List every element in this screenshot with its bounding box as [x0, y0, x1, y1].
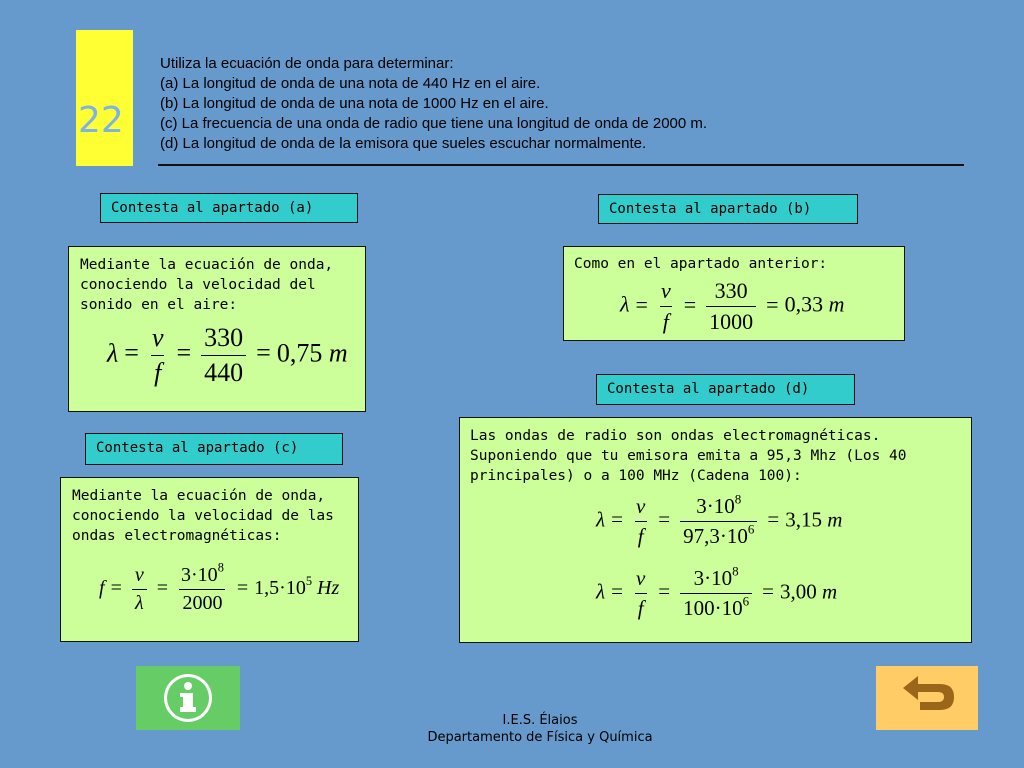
answer-a-formula: λ = $\frac{v}{f}$ = $\frac{330}{440}$ = 0,75 m: [107, 323, 348, 387]
question-c: (c) La frecuencia de una onda de radio que tiene una longitud de onda de 2000 m.: [160, 115, 708, 132]
return-arrow-icon: [876, 666, 978, 730]
answer-b-formula: λ = $\frac{v}{f}$ = $\frac{330}{1000}$ = 0,33 m: [620, 278, 845, 334]
label-part-a[interactable]: Contesta al apartado (a): [100, 193, 358, 223]
answer-b-box: [563, 246, 905, 341]
school-name: I.E.S. Élaios: [502, 713, 578, 728]
answer-c-formula: f = $\frac{v}{\lambda}$ = $\frac{3\cdot 10^8}{2000}$ = $1,5\cdot 10^5$ Hz: [99, 560, 340, 614]
answer-d-formula-1: λ = $\frac{v}{f}$ = $\frac{3\cdot 10^8}{97,3\cdot 10^6}$ = 3,15 m: [596, 491, 843, 548]
answer-c-box: [60, 477, 359, 642]
formula-lhs: λ: [107, 338, 119, 368]
question-a: (a) La longitud de onda de una nota de 440 Hz en el aire.: [160, 75, 541, 92]
header-divider: [158, 164, 964, 166]
label-part-c[interactable]: Contesta al apartado (c): [85, 433, 343, 465]
info-icon: [136, 666, 240, 730]
slide-number-tab: [76, 30, 133, 166]
answer-c-text: Mediante la ecuación de onda, conociendo la velocidad de las ondas electromagnéticas:: [72, 488, 334, 544]
label-part-d[interactable]: Contesta al apartado (d): [596, 374, 855, 405]
answer-d-text: Las ondas de radio son ondas electromagnéticas. Suponiendo que tu emisora emita a 95,3 Mhz (Los 40 principales) o a 100 MHz (Cadena 100):: [470, 428, 907, 484]
answer-d-formula-2: λ = $\frac{v}{f}$ = $\frac{3\cdot 10^8}{100\cdot 10^6}$ = 3,00 m: [596, 563, 838, 620]
answer-a-text: Mediante la ecuación de onda, conociendo la velocidad del sonido en el aire:: [80, 257, 334, 313]
answer-b-text: Como en el apartado anterior:: [574, 256, 828, 272]
answer-d-box: [459, 417, 972, 643]
label-part-b[interactable]: Contesta al apartado (b): [598, 194, 858, 224]
info-button[interactable]: [136, 666, 240, 730]
formula-result: 0,75: [276, 338, 323, 368]
question-intro: Utiliza la ecuación de onda para determinar:: [160, 55, 454, 72]
slide-number: 22: [78, 100, 124, 141]
footer: [360, 712, 720, 746]
question-b: (b) La longitud de onda de una nota de 1000 Hz en el aire.: [160, 95, 549, 112]
return-button[interactable]: [876, 666, 978, 730]
answer-a-box: [68, 246, 366, 412]
question-text: [160, 54, 960, 154]
question-d: (d) La longitud de onda de la emisora que sueles escuchar normalmente.: [160, 135, 647, 152]
department-name: Departamento de Física y Química: [427, 730, 653, 745]
